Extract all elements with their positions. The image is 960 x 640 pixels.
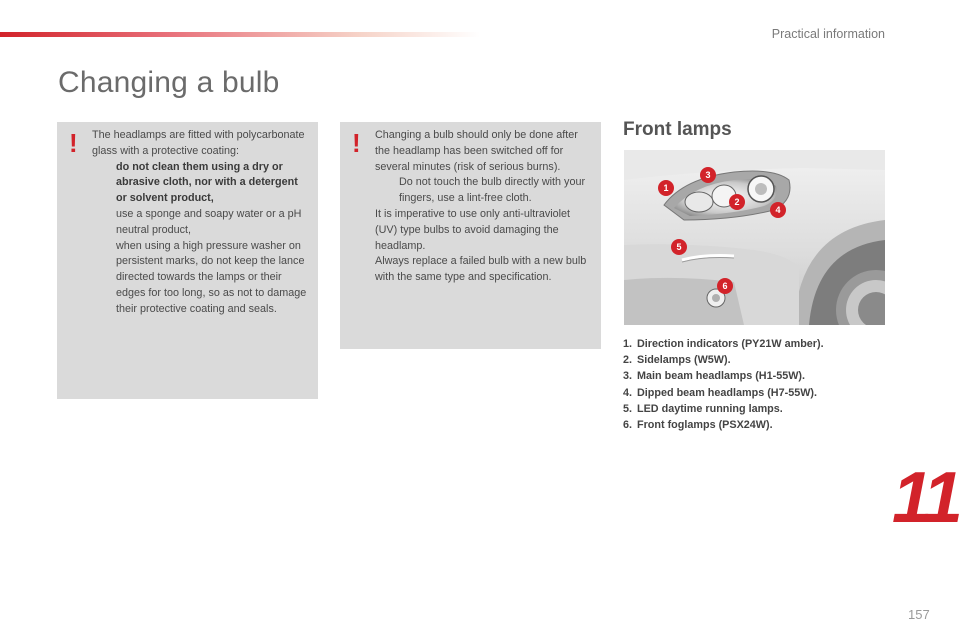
warning-intro: Changing a bulb should only be done after the headlamp has been switched off for several minutes (risk of serious burns). <box>375 129 578 173</box>
list-item: 2. Sidelamps (W5W). <box>623 354 731 367</box>
list-item: Do not touch the bulb directly with your fingers, use a lint-free cloth. <box>399 176 586 205</box>
marker-4: 4 <box>775 205 781 215</box>
header-accent-bar <box>0 32 480 37</box>
warning-exclamation-icon: ! <box>69 128 78 158</box>
front-lamps-heading: Front lamps <box>623 119 732 140</box>
marker-5: 5 <box>676 242 682 252</box>
page-title: Changing a bulb <box>58 66 280 99</box>
warning-text <box>92 128 310 318</box>
warning-list <box>92 160 310 318</box>
chapter-number: 11 <box>892 458 959 538</box>
list-item: 5. LED daytime running lamps. <box>623 402 783 415</box>
list-item: when using a high pressure washer on persistent marks, do not keep the lance directed towards the lamps or their edges for too long, so as not to damage their protective coating and seals. <box>116 239 307 315</box>
list-item: 6. Front foglamps (PSX24W). <box>623 419 773 432</box>
list-item: 1. Direction indicators (PY21W amber). <box>623 338 824 350</box>
list-item: 4. Dipped beam headlamps (H7-55W). <box>623 386 817 399</box>
warning-exclamation-icon: ! <box>352 128 361 158</box>
warning-panel-headlamp-glass <box>57 122 318 399</box>
warning-list <box>375 175 593 207</box>
section-header: Practical information <box>771 27 885 41</box>
car-front-illustration <box>624 150 885 325</box>
marker-1: 1 <box>663 183 669 193</box>
marker-3: 3 <box>705 170 711 180</box>
warning-intro: The headlamps are fitted with polycarbonate glass with a protective coating: <box>92 129 305 157</box>
warning-panel-bulb-change <box>340 122 601 349</box>
warning-text <box>375 128 593 286</box>
list-item: use a sponge and soapy water or a pH neutral product, <box>116 207 302 236</box>
warning-paragraph: Always replace a failed bulb with a new bulb with the same type and specification. <box>375 255 587 284</box>
list-item: do not clean them using a dry or abrasive cloth, nor with a detergent or solvent product, <box>116 160 298 205</box>
warning-paragraph: It is imperative to use only anti-ultraviolet (UV) type bulbs to avoid damaging the headlamp. <box>375 207 571 252</box>
page-number: 157 <box>908 607 930 622</box>
list-item: 3. Main beam headlamps (H1-55W). <box>623 370 805 383</box>
marker-2: 2 <box>734 197 740 207</box>
marker-6: 6 <box>722 281 728 291</box>
front-lamps-figure <box>624 150 885 325</box>
front-lamps-list <box>623 336 824 433</box>
